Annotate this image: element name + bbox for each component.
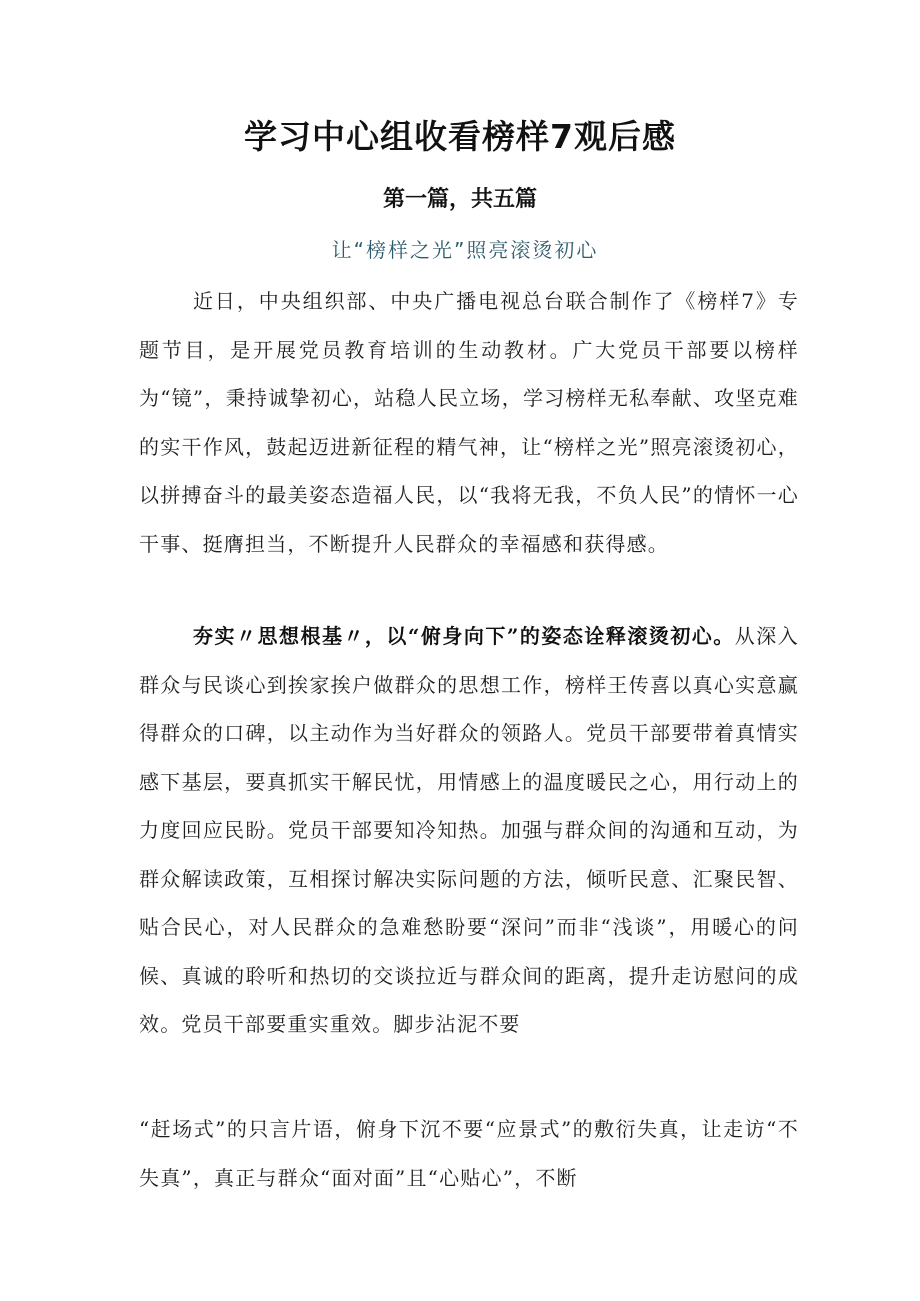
paragraph-1-text: 近日，中央组织部、中央广播电视总台联合制作了《榜样7》专题节目，是开展党员教育培训的生动教材。广大党员干部要以榜样为“镜”，秉持诚挚初心，站稳人民立场，学习榜样无私奉献、攻坚克难的实干作风，鼓起迈进新征程的精气神，让“榜样之光”照亮滚烫初心，以拼搏奋斗的最美姿态造福人民，以“我将无我，不负人民”的情怀一心干事、挺膺担当，不断提升人民群众的幸福感和获得感。 [139,289,799,556]
paragraph-1 [139,277,799,568]
paragraph-3-text: “赶场式”的只言片语，俯身下沉不要“应景式”的敷衍失真，让走访“不失真”，真正与群众“面对面”且“心贴心”，不断 [139,1117,799,1190]
section-heading: 让“榜样之光”照亮滚烫初心 [331,238,599,262]
document-subtitle: 第一篇，共五篇 [382,187,537,212]
paragraph-2-lead: 夯实〃思想根基〃，以“俯身向下”的姿态诠释滚烫初心。 [193,624,735,648]
paragraph-2 [139,612,799,1049]
paragraph-3 [139,1105,799,1202]
paragraph-2-text: 从深入群众与民谈心到挨家挨户做群众的思想工作，榜样王传喜以真心实意赢得群众的口碑，以主动作为当好群众的领路人。党员干部要带着真情实感下基层，要真抓实干解民忧，用情感上的温度暖民之心，用行动上的力度回应民盼。党员干部要知冷知热。加强与群众间的沟通和互动，为群众解读政策，互相探讨解决实际问题的方法，倾听民意、汇聚民智、贴合民心，对人民群众的急难愁盼要“深问”而非“浅谈”，用暖心的问候、真诚的聆听和热切的交谈拉近与群众间的距离，提升走访慰问的成效。党员干部要重实重效。脚步沾泥不要 [139,624,799,1036]
document-title: 学习中心组收看榜样7观后感 [244,117,676,156]
